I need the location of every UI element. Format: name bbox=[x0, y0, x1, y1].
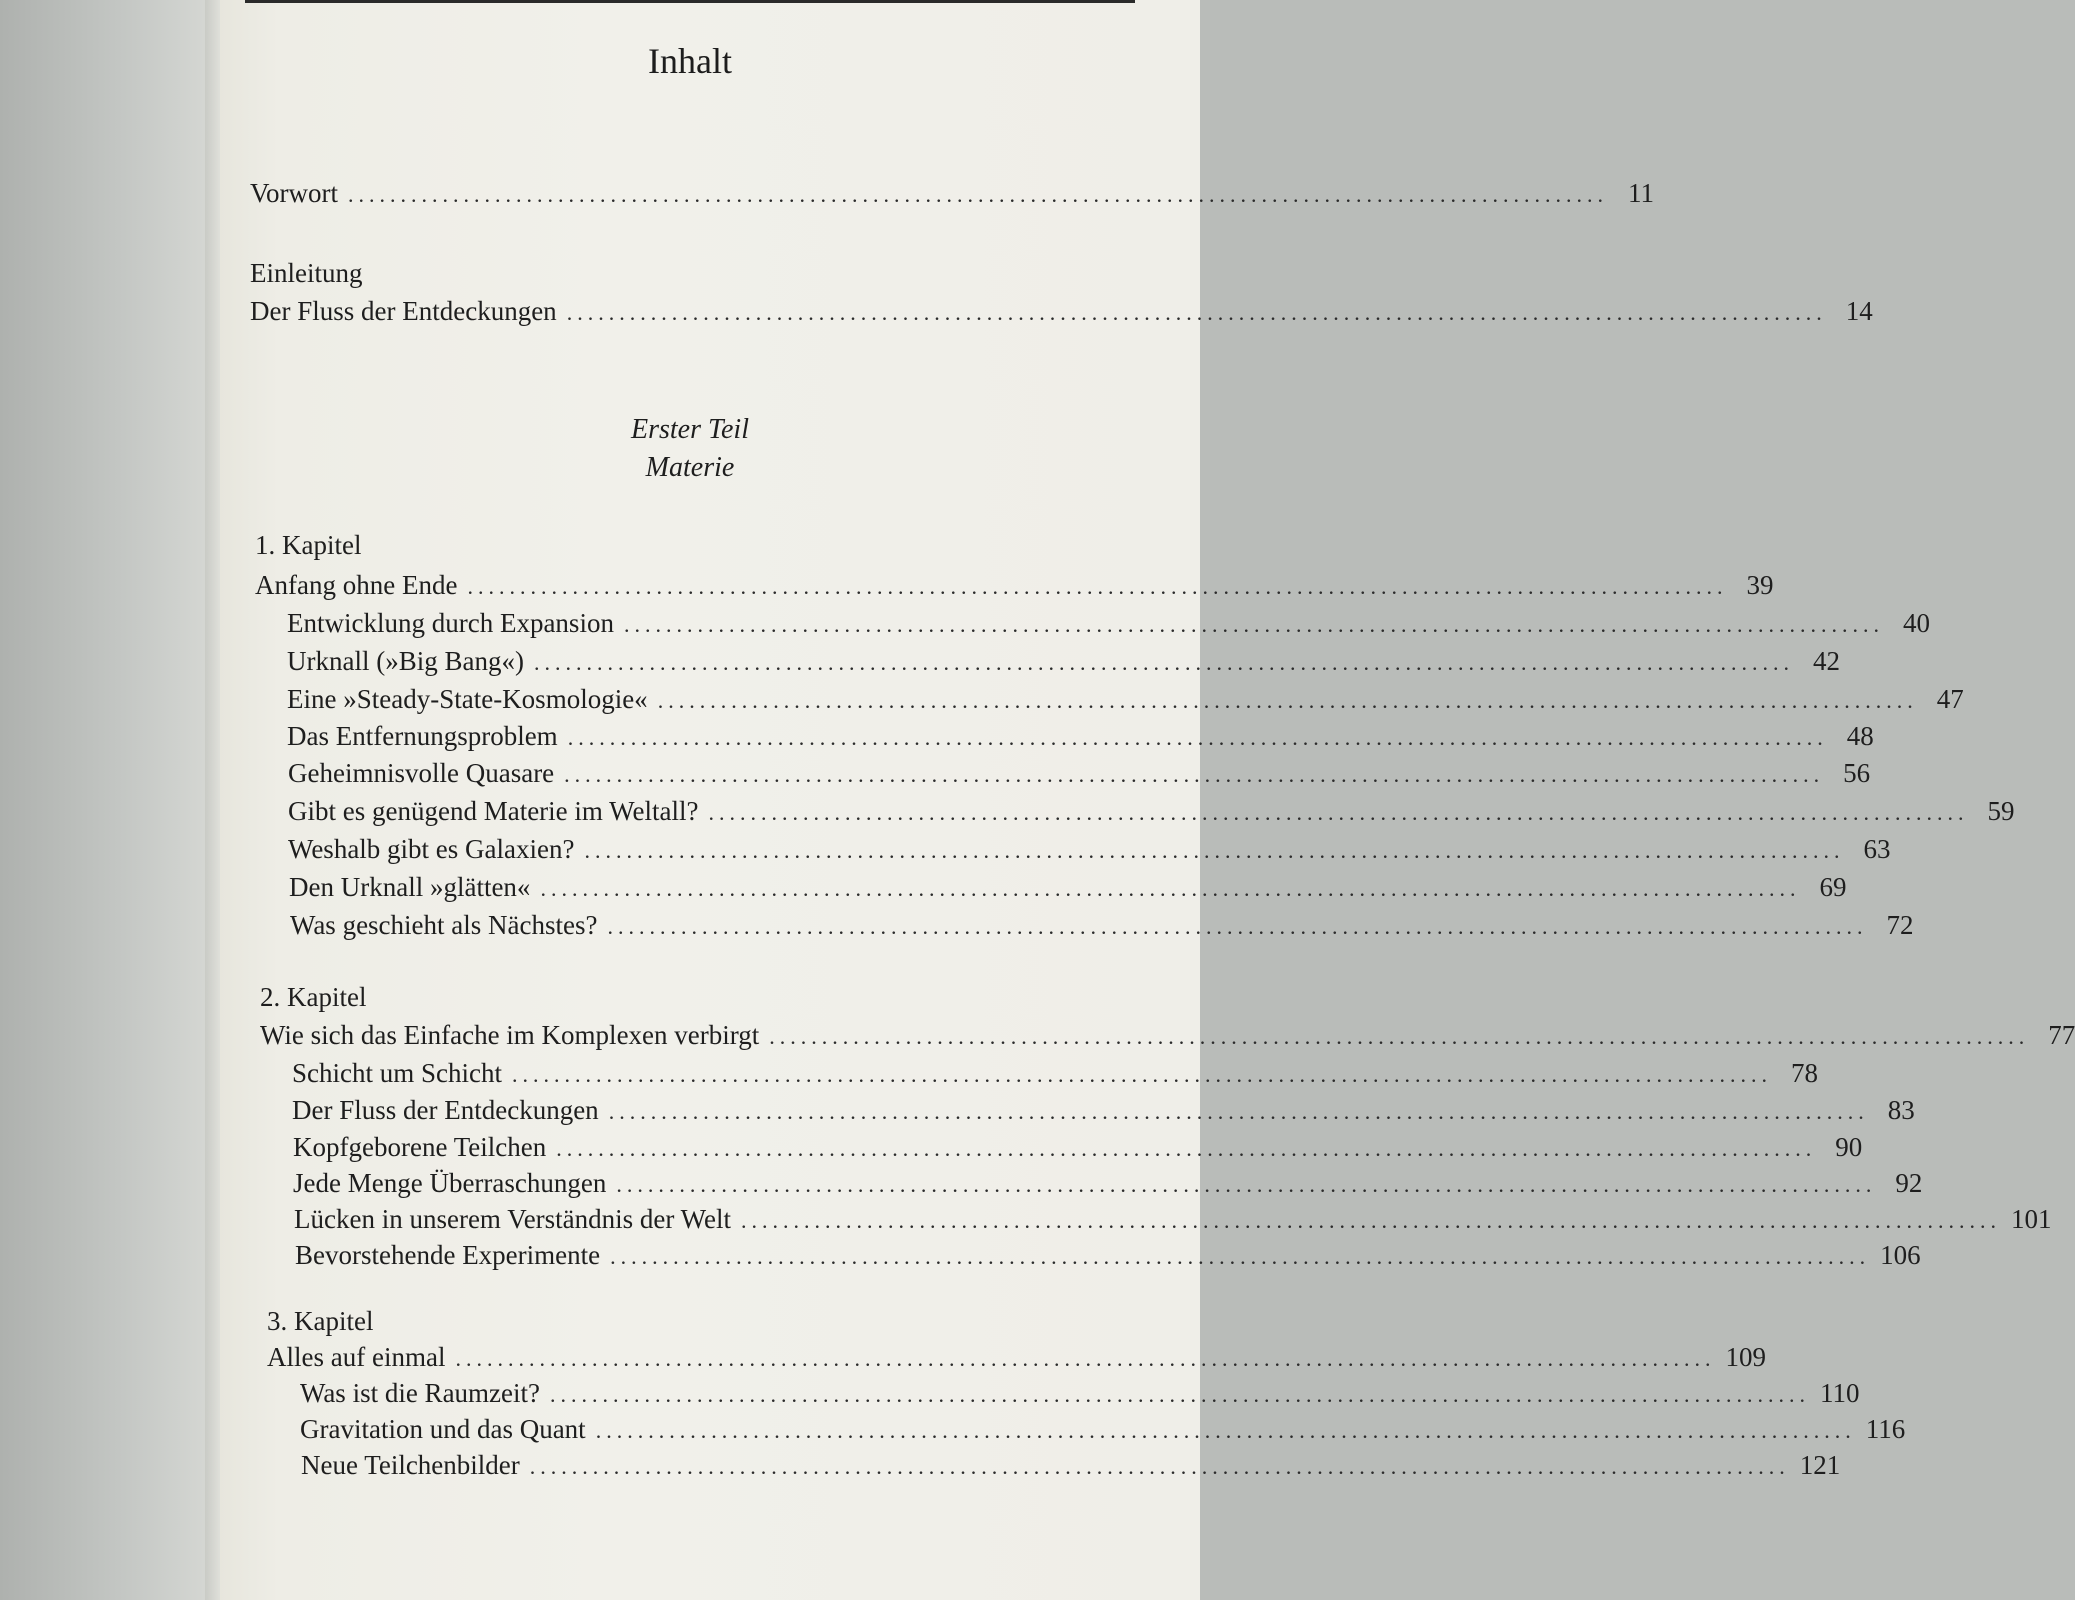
section-entry bbox=[292, 1058, 1818, 1089]
part-name: Materie bbox=[645, 452, 735, 483]
entry-label: Jede Menge Überraschungen bbox=[293, 1168, 607, 1198]
entry-label: Entwicklung durch Expansion bbox=[287, 608, 614, 638]
entry-label: Lücken in unserem Verständnis der Welt bbox=[294, 1204, 731, 1234]
entry-label: Geheimnisvolle Quasare bbox=[288, 758, 555, 788]
entry-label: Gibt es genügend Materie im Weltall? bbox=[288, 796, 699, 826]
section-entry bbox=[293, 1168, 1923, 1199]
entry-label: Das Entfernungsproblem bbox=[287, 721, 558, 751]
section-entry bbox=[294, 1204, 2052, 1235]
entry-page: 56 bbox=[1843, 758, 1871, 788]
section-entry bbox=[289, 872, 1847, 903]
entry-page: 14 bbox=[1845, 296, 1873, 326]
entry-label: Anfang ohne Ende bbox=[255, 570, 458, 600]
entry-label: Was ist die Raumzeit? bbox=[300, 1378, 541, 1408]
entry-label: Alles auf einmal bbox=[267, 1342, 446, 1372]
entry-page: 11 bbox=[1628, 178, 1655, 208]
dot-leader: ........................................................................................................................ bbox=[595, 1418, 1856, 1443]
chapter-1-heading: 1. Kapitel bbox=[255, 530, 362, 560]
dot-leader: ........................................................................................................................ bbox=[657, 688, 1918, 713]
entry-page: 47 bbox=[1936, 684, 1964, 714]
dot-leader: ........................................................................................................................ bbox=[511, 1062, 1772, 1087]
dot-leader: ........................................................................................................................ bbox=[567, 725, 1828, 750]
section-entry bbox=[288, 834, 1891, 865]
section-entry bbox=[301, 1450, 1841, 1481]
page-title: Inhalt bbox=[648, 41, 732, 81]
dot-leader: ........................................................................................................................ bbox=[769, 1024, 2030, 1049]
dot-leader: ........................................................................................................................ bbox=[556, 1136, 1817, 1161]
dot-leader: ........................................................................................................................ bbox=[540, 876, 1801, 901]
entry-page: 110 bbox=[1820, 1378, 1860, 1408]
dot-leader: ........................................................................................................................ bbox=[550, 1382, 1811, 1407]
entry-label: Bevorstehende Experimente bbox=[295, 1240, 601, 1270]
entry-page: 121 bbox=[1799, 1450, 1841, 1480]
facing-page-edge bbox=[0, 0, 215, 1600]
dot-leader: ........................................................................................................................ bbox=[566, 300, 1827, 325]
entry-page: 72 bbox=[1886, 910, 1914, 940]
entry-label: Neue Teilchenbilder bbox=[301, 1450, 520, 1480]
entry-page: 69 bbox=[1819, 872, 1847, 902]
section-entry bbox=[287, 608, 1930, 639]
entry-label: Kopfgeborene Teilchen bbox=[293, 1132, 547, 1162]
entry-label: Was geschieht als Nächstes? bbox=[290, 910, 598, 940]
entry-label: Vorwort bbox=[250, 178, 339, 208]
section-entry bbox=[292, 1095, 1915, 1126]
entry-page: 39 bbox=[1746, 570, 1774, 600]
dot-leader: ........................................................................................................................ bbox=[608, 1099, 1869, 1124]
dot-leader: ........................................................................................................................ bbox=[533, 650, 1794, 675]
section-entry bbox=[300, 1414, 1906, 1445]
entry-page: 92 bbox=[1895, 1168, 1923, 1198]
toc-page bbox=[220, 0, 2075, 1600]
entry-label: Urknall (»Big Bang«) bbox=[287, 646, 524, 676]
dot-leader: ........................................................................................................................ bbox=[564, 762, 1825, 787]
section-entry bbox=[290, 910, 1914, 941]
entry-label: Den Urknall »glätten« bbox=[289, 872, 531, 902]
entry-page: 109 bbox=[1725, 1342, 1766, 1372]
entry-page: 63 bbox=[1863, 834, 1891, 864]
chapter-3-heading: 3. Kapitel bbox=[267, 1306, 374, 1336]
section-entry bbox=[300, 1378, 1860, 1409]
dot-leader: ........................................................................................................................ bbox=[529, 1454, 1790, 1479]
entry-label: Weshalb gibt es Galaxien? bbox=[288, 834, 575, 864]
section-entry bbox=[287, 684, 1964, 715]
entry-label: Der Fluss der Entdeckungen bbox=[250, 296, 557, 326]
dot-leader: ........................................................................................................................ bbox=[607, 914, 1868, 939]
entry-page: 90 bbox=[1835, 1132, 1863, 1162]
section-entry bbox=[287, 646, 1840, 677]
section-entry bbox=[293, 1132, 1863, 1163]
dot-leader: ........................................................................................................................ bbox=[348, 182, 1609, 207]
entry-label: Gravitation und das Quant bbox=[300, 1414, 586, 1444]
entry-label: Eine »Steady-State-Kosmologie« bbox=[287, 684, 648, 714]
entry-label: Der Fluss der Entdeckungen bbox=[292, 1095, 599, 1125]
entry-page: 116 bbox=[1865, 1414, 1906, 1444]
dot-leader: ........................................................................................................................ bbox=[708, 800, 1969, 825]
entry-page: 48 bbox=[1846, 721, 1874, 751]
entry-page: 106 bbox=[1880, 1240, 1921, 1270]
entry-label: Wie sich das Einfache im Komplexen verbirgt bbox=[260, 1020, 760, 1050]
section-entry bbox=[288, 796, 2015, 827]
toc-entry-vorwort bbox=[250, 178, 1655, 209]
dot-leader: ........................................................................................................................ bbox=[584, 838, 1845, 863]
dot-leader: ........................................................................................................................ bbox=[740, 1208, 2001, 1233]
entry-page: 77 bbox=[2048, 1020, 2075, 1050]
chapter-3-title bbox=[267, 1342, 1766, 1373]
entry-page: 78 bbox=[1790, 1058, 1818, 1088]
chapter-2-heading: 2. Kapitel bbox=[260, 982, 367, 1012]
dot-leader: ........................................................................................................................ bbox=[623, 612, 1884, 637]
top-rule bbox=[245, 0, 1135, 3]
dot-leader: ........................................................................................................................ bbox=[455, 1346, 1716, 1371]
dot-leader: ........................................................................................................................ bbox=[616, 1172, 1877, 1197]
chapter-2-title bbox=[260, 1020, 2075, 1051]
toc-entry-einleitung bbox=[250, 296, 1873, 327]
part-number: Erster Teil bbox=[631, 414, 749, 445]
chapter-1-title bbox=[255, 570, 1774, 601]
entry-label: Schicht um Schicht bbox=[292, 1058, 502, 1088]
entry-page: 40 bbox=[1902, 608, 1930, 638]
dot-leader: ........................................................................................................................ bbox=[610, 1244, 1871, 1269]
entry-page: 83 bbox=[1887, 1095, 1915, 1125]
section-entry bbox=[295, 1240, 1921, 1271]
entry-page: 101 bbox=[2010, 1204, 2052, 1234]
entry-page: 59 bbox=[1987, 796, 2015, 826]
section-entry bbox=[288, 758, 1871, 789]
section-entry bbox=[287, 721, 1874, 752]
einleitung-heading: Einleitung bbox=[250, 258, 363, 288]
dot-leader: ........................................................................................................................ bbox=[467, 574, 1728, 599]
entry-page: 42 bbox=[1812, 646, 1840, 676]
